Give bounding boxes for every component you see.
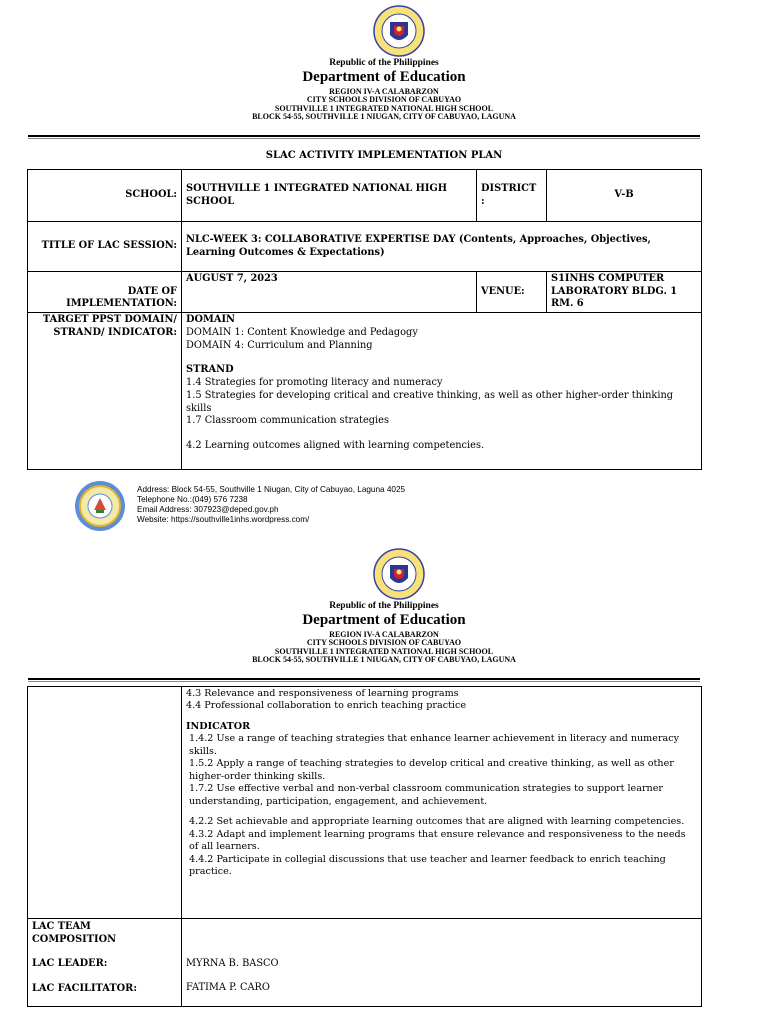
team-labels	[28, 919, 182, 1007]
blank-label-cell	[28, 687, 182, 919]
footer-address: Address: Block 54-55, Southville 1 Niugan, City of Cabuyao, Laguna 4025	[137, 485, 406, 494]
letterhead	[0, 59, 768, 121]
republic-text: Republic of the Philippines	[329, 601, 439, 611]
indicator-item: 1.4.2 Use a range of teaching strategies that enhance learner achievement in literacy and numeracy skills.	[189, 733, 680, 757]
leader-label: LAC LEADER:	[32, 958, 108, 970]
facilitator-label: LAC FACILITATOR:	[32, 982, 137, 994]
venue-value: S1INHS COMPUTER LABORATORY BLDG. 1 RM. 6	[547, 272, 702, 313]
plan-table-1	[27, 169, 702, 470]
strand-heading: STRAND	[186, 364, 234, 376]
header-divider-thin	[28, 681, 700, 682]
title-label: TITLE OF LAC SESSION:	[28, 222, 182, 272]
plan-title: SLAC ACTIVITY IMPLEMENTATION PLAN	[265, 150, 503, 161]
strand-item: 4.2 Learning outcomes aligned with learning competencies.	[186, 440, 485, 452]
district-value: V-B	[547, 170, 702, 222]
school-logo-icon	[74, 480, 126, 532]
indicator-content	[182, 687, 702, 919]
facilitator-value: FATIMA P. CARO	[186, 982, 270, 994]
region-text: REGION IV-A CALABARZON	[329, 629, 439, 639]
date-value: AUGUST 7, 2023	[182, 272, 477, 313]
department-title: Department of Education	[302, 68, 466, 85]
strand-item: 1.7 Classroom communication strategies	[186, 415, 389, 427]
indicator-item: 4.4.2 Participate in collegial discussions that use teacher and learner feedback to enrich teaching practice.	[189, 853, 666, 878]
footer-website[interactable]: Website: https://southville1inhs.wordpress.com/	[137, 515, 310, 524]
deped-seal-icon	[373, 548, 425, 600]
indicator-heading: INDICATOR	[186, 720, 251, 732]
team-composition-label: LAC TEAM COMPOSITION	[32, 921, 117, 946]
domain-item: DOMAIN 1: Content Knowledge and Pedagogy	[186, 326, 418, 338]
school-label: SCHOOL:	[28, 170, 182, 222]
region-text: REGION IV-A CALABARZON	[329, 86, 439, 96]
republic-text: Republic of the Philippines	[329, 58, 439, 68]
header-divider-thin	[28, 138, 700, 139]
strand-item: 4.3 Relevance and responsiveness of learning programs	[186, 688, 459, 699]
header-divider	[28, 678, 700, 680]
indicator-item: 1.7.2 Use effective verbal and non-verbal classroom communication strategies to support learner understanding, participation, engagement, and achievement.	[189, 783, 663, 807]
division-text: CITY SCHOOLS DIVISION OF CABUYAO	[306, 638, 462, 648]
school-text: SOUTHVILLE 1 INTEGRATED NATIONAL HIGH SCHOOL	[274, 646, 494, 656]
school-text: SOUTHVILLE 1 INTEGRATED NATIONAL HIGH SCHOOL	[274, 103, 494, 113]
plan-table-2	[27, 686, 702, 1007]
domain-heading: DOMAIN	[186, 314, 236, 326]
target-label: TARGET PPST DOMAIN/ STRAND/ INDICATOR:	[28, 313, 182, 470]
address-text: BLOCK 54-55, SOUTHVILLE 1 NIUGAN, CITY OF CABUYAO, LAGUNA	[252, 111, 516, 121]
domain-item: DOMAIN 4: Curriculum and Planning	[186, 339, 373, 351]
address-text: BLOCK 54-55, SOUTHVILLE 1 NIUGAN, CITY OF CABUYAO, LAGUNA	[252, 654, 516, 664]
school-value: SOUTHVILLE 1 INTEGRATED NATIONAL HIGH SCHOOL	[182, 170, 477, 222]
strand-item: 4.4 Professional collaboration to enrich teaching practice	[186, 700, 467, 712]
footer-email: Email Address: 307923@deped.gov.ph	[137, 505, 279, 514]
strand-item: 1.4 Strategies for promoting literacy and numeracy	[186, 377, 443, 389]
team-values	[182, 919, 702, 1007]
letterhead-page-2	[0, 602, 768, 664]
indicator-item: 4.3.2 Adapt and implement learning programs that ensure relevance and responsiveness to the needs of all learners.	[189, 828, 686, 853]
indicator-item: 4.2.2 Set achievable and appropriate learning outcomes that are aligned with learning competencies.	[189, 816, 685, 828]
date-label: DATE OF IMPLEMENTATION:	[28, 272, 182, 313]
district-label: DISTRICT :	[477, 170, 547, 222]
footer-telephone: Telephone No.:(049) 576 7238	[137, 495, 248, 504]
target-content	[182, 313, 702, 470]
division-text: CITY SCHOOLS DIVISION OF CABUYAO	[306, 95, 462, 105]
indicator-item: 1.5.2 Apply a range of teaching strategies to develop critical and creative thinking, as well as other higher-order thinking skills.	[189, 758, 674, 782]
header-divider	[28, 135, 700, 137]
department-title: Department of Education	[302, 611, 466, 628]
contact-footer	[137, 485, 405, 525]
leader-value: MYRNA B. BASCO	[186, 958, 279, 969]
deped-seal-icon	[373, 5, 425, 57]
venue-label: VENUE:	[477, 272, 547, 313]
title-value: NLC-WEEK 3: COLLABORATIVE EXPERTISE DAY (Contents, Approaches, Objectives, Learning Outcomes & Expectations)	[182, 222, 702, 272]
strand-item: 1.5 Strategies for developing critical and creative thinking, as well as other higher-order thinking skills	[186, 389, 674, 414]
